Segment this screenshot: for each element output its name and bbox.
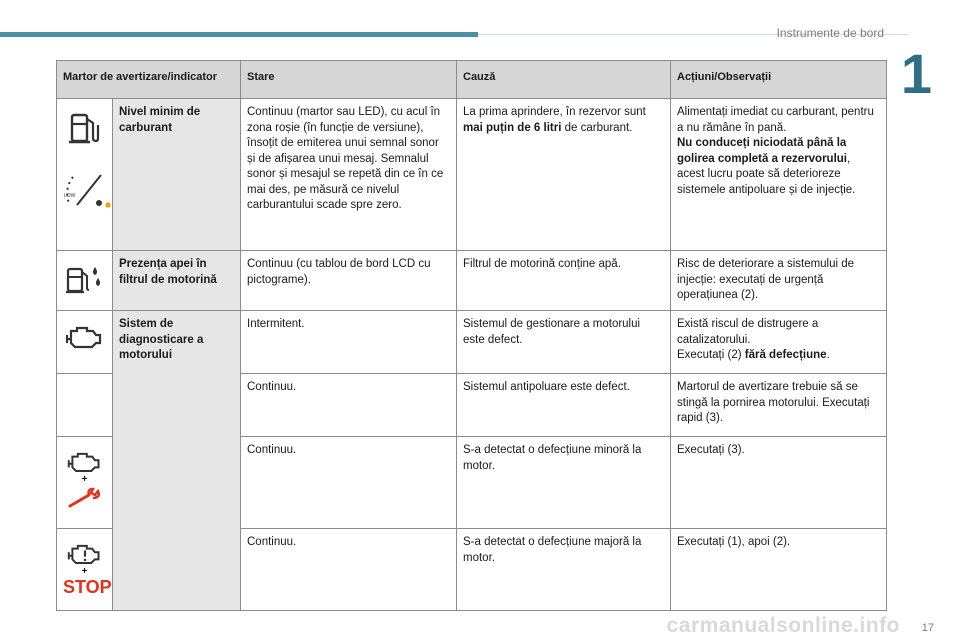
water-indicator-name: Prezența apei în filtrul de motorină [113,251,241,311]
table-row-diagnostics-1 [57,311,887,374]
diagnostics-1-state: Intermitent. [241,311,457,374]
water-icon-cell [57,251,113,311]
engine-icon-cell-1 [57,311,113,374]
diagnostics-4-state: Continuu. [241,529,457,611]
fuel-actions: Alimentați imediat cu carburant, pentru a nu rămâne în pană. Nu conduceți niciodată până la golirea completă a rezervorului, acest lucru poate să deterioreze sistemele antipoluare și de injecție. [671,99,887,251]
diagnostics-1-actions: Există riscul de distrugere a catalizatorului. Executați (2) fără defecțiune. [671,311,887,374]
engine-icon-cell-4 [57,529,113,611]
header-accent-bar [0,32,478,37]
diagnostics-2-cause: Sistemul antipoluare este defect. [457,374,671,437]
diagnostics-2-state: Continuu. [241,374,457,437]
diagnostics-3-cause: S-a detectat o defecțiune minoră la motor. [457,437,671,529]
column-header-state: Stare [241,61,457,99]
wrench-icon [67,487,103,509]
table-row-water [57,251,887,311]
plus-sign: + [81,566,88,577]
svg-text:LOW: LOW [64,193,76,199]
table-row-fuel [57,99,887,251]
chapter-number: 1 [900,42,932,105]
fuel-cause: La prima aprindere, în rezervor sunt mai puțin de 6 litri de carburant. [457,99,671,251]
engine-check-icon [65,323,105,351]
fuel-icons-cell [57,99,113,251]
diagnostics-3-state: Continuu. [241,437,457,529]
engine-icon-cell-2 [57,374,113,437]
fuel-indicator-name: Nivel minim de carburant [113,99,241,251]
fuel-gauge-icon [63,169,111,213]
table-header-row [57,61,887,99]
column-header-indicator: Martor de avertizare/indicator [57,61,241,99]
diagnostics-4-actions: Executați (1), apoi (2). [671,529,887,611]
diagnostics-3-actions: Executați (3). [671,437,887,529]
stop-icon: STOP [63,577,112,597]
fuel-state: Continuu (martor sau LED), cu acul în zona roșie (în funcție de versiune), însoțit de emiterea unui semnal sonor și de afișarea unui mesaj. Semnalul sonor și mesajul se repetă din ce în ce mai des, pe măsură ce nivelul carburantului scade spre zero. [241,99,457,251]
warning-lights-table [56,60,887,611]
page-number: 17 [921,622,934,634]
column-header-cause: Cauză [457,61,671,99]
column-header-actions: Acțiuni/Observații [671,61,887,99]
diagnostics-1-cause: Sistemul de gestionare a motorului este defect. [457,311,671,374]
engine-fault-icon [67,541,103,567]
water-cause: Filtrul de motorină conține apă. [457,251,671,311]
fuel-pump-icon [68,111,102,147]
engine-check-icon [67,449,103,475]
engine-icon-cell-3 [57,437,113,529]
water-actions: Risc de deteriorare a sistemului de injecție: executați de urgență operațiunea (2). [671,251,887,311]
plus-sign: + [81,474,88,485]
diagnostics-2-actions: Martorul de avertizare trebuie să se stingă la pornirea motorului. Executați rapid (3). [671,374,887,437]
water-in-diesel-icon [65,263,105,297]
section-title: Instrumente de bord [776,26,884,40]
engine-diagnostics-name: Sistem de diagnosticare a motorului [113,311,241,611]
watermark: carmanualsonline.info [666,614,900,637]
water-state: Continuu (cu tablou de bord LCD cu pictograme). [241,251,457,311]
diagnostics-4-cause: S-a detectat o defecțiune majoră la motor. [457,529,671,611]
